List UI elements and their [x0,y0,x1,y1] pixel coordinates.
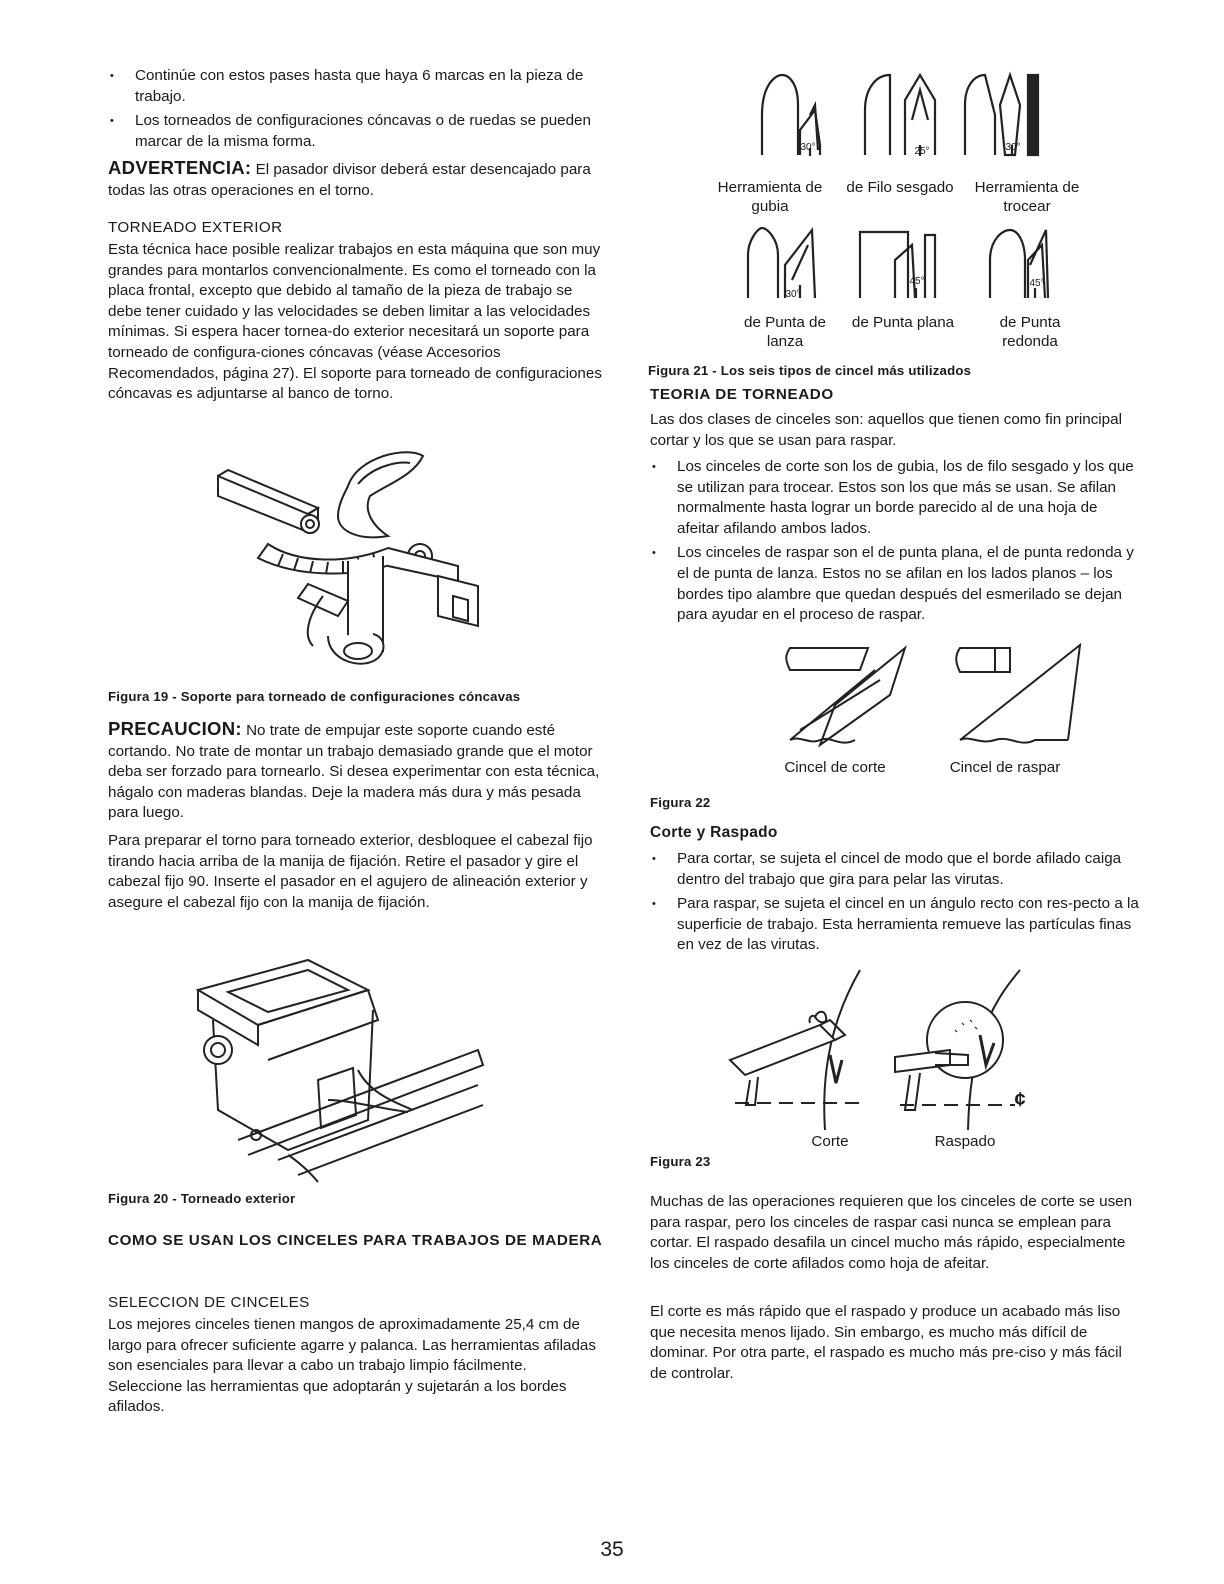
teoria-heading: TEORIA DE TORNEADO [650,386,834,403]
figure22-label-corte: Cincel de corte [784,759,886,776]
caution-label: PRECAUCION: [108,718,242,739]
warning-label: ADVERTENCIA: [108,157,252,178]
caution-text: No trate de empujar este soporte cuando esté cortando. No trate de montar un trabajo demasiado grande que el motor deba ser forzado para tornearlo. Si desea experimentar con esta técnica, hágalo con maderas blandas. Deje la madera más dura y más pesada para luego. [108,722,600,822]
torneado-exterior-text: Esta técnica hace posible realizar trabajos en esta máquina que son muy grandes para montarlos convencionalmente. Es como el torneado con la placa frontal, excepto que debido al tamaño de la pieza de trabajo se debe tener cuidado y las velocidades se deben limitar a las velocidades mínimas. Si espera hacer tornea-do exterior necesitará un soporte para torneado de configura-ciones cóncavas (véase Accesorios Recomendados, página 27). El soporte para torneado de configuraciones cóncavas es adjuntarse al banco de torno. [108,241,602,403]
angle-label: 30° [800,142,816,153]
figure19-illustration [198,436,498,678]
list-item: • Continúe con estos pases hasta que haya 6 marcas en la pieza de trabajo. [108,66,603,107]
corte-rapido-paragraph: El corte es más rápido que el raspado y produce un acabado más liso que necesita menos lijado. Sin embargo, es mucho más difícil de dominar. Por otra parte, el raspado es mucho más pre-ciso y más fácil de controlar. [650,1303,1122,1382]
cutting-action-icon [730,970,860,1130]
muchas-paragraph: Muchas de las operaciones requieren que los cinceles de corte se usen para raspar, pero los cinceles de raspar casi nunca se emplean para cortar. El raspado desafila un cincel mucho más rápido, especialmente los cinceles de corte afilados como hoja de afeitar. [650,1193,1133,1272]
warning-text: El pasador divisor deberá estar desencajado para todas las otras operaciones en el torno. [108,161,591,199]
scraping-chisel-icon [956,645,1080,743]
list-item: • Los cinceles de corte son los de gubia, los de filo sesgado y los que se utilizan para trocear. Estos son los que más se usan. Se afilan normalmente hasta lograr un borde parecido al de una hoja de afeitar afilando ambos lados. [650,457,1140,539]
figure21-illustration [650,60,1140,365]
figure23-illustration [650,965,1140,1165]
figure22-illustration [650,640,1140,780]
torneado-exterior-heading: TORNEADO EXTERIOR [108,219,283,236]
figure21-caption: Figura 21 - Los seis tipos de cincel más utilizados [648,363,972,378]
angle-label: 25° [914,146,930,157]
tool-label-gouge: Herramienta de gubia [717,179,823,215]
figure20-caption: Figura 20 - Torneado exterior [108,1191,296,1206]
list-item: • Los torneados de configuraciones cóncavas o de ruedas se pueden marcar de la misma forma. [108,111,603,152]
list-item: • Los cinceles de raspar son el de punta plana, el de punta redonda y el de punta de lanza. Estos no se afilan en los lados planos – los bordes tipo alambre que quedan después del esmerilado se dejan para ayudar en el proceso de raspar. [650,543,1140,625]
scraping-action-icon [895,970,1020,1130]
caution-paragraph [108,719,603,824]
cutting-chisel-icon [786,648,905,745]
figure23-label-corte: Corte [811,1133,849,1150]
warning-paragraph [108,158,603,201]
teoria-text: Las dos clases de cinceles son: aquellos que tienen como fin principal cortar y los que se usan para raspar. [650,411,1122,449]
intro-bullet-list [108,66,603,156]
figure23-caption: Figura 23 [650,1154,711,1169]
seleccion-text: Los mejores cinceles tienen mangos de aproximadamente 25,4 cm de largo para ofrecer suficiente agarre y palanca. Las herramientas afiladas son esenciales para llevar a cabo un trabajo limpio fácilmente. Seleccione las herramientas que adoptarán y sujetarán a los bordes afilados. [108,1316,596,1416]
tool-label-skew: de Filo sesgado [846,179,954,196]
tool-label-flat: de Punta plana [851,314,955,331]
corte-raspado-heading: Corte y Raspado [650,824,778,841]
angle-label: 30° [1005,142,1021,153]
figure19-caption: Figura 19 - Soporte para torneado de configuraciones cóncavas [108,689,521,704]
tool-label-parting: Herramienta de trocear [974,179,1080,215]
page-number: 35 [600,1538,624,1561]
angle-label: 45° [1029,278,1045,289]
list-item: • Para cortar, se sujeta el cincel de modo que el borde afilado caiga dentro del trabajo que gira para pelar las virutas. [650,849,1140,890]
centerline-symbol: ¢ [1014,1089,1026,1111]
tool-label-round: de Punta redonda [999,314,1061,350]
list-item: • Para raspar, se sujeta el cincel en un ángulo recto con res-pecto a la superficie de trabajo. Esta herramienta remueve las partículas finas en vez de las virutas. [650,894,1140,956]
figure20-illustration [178,950,498,1185]
corte-raspado-bullet-list [650,849,1140,960]
figure23-label-raspado: Raspado [934,1133,996,1150]
figure22-caption: Figura 22 [650,795,711,810]
tool-label-spear: de Punta de lanza [744,314,826,350]
prep-paragraph: Para preparar el torno para torneado exterior, desbloquee el cabezal fijo tirando hacia arriba de la manija de fijación. Retire el pasador y gire el cabezal fijo 90. Inserte el pasador en el agujero de alineación exterior y asegure el cabezal fijo con la manija de fijación. [108,832,593,911]
figure22-label-raspar: Cincel de raspar [949,759,1061,776]
section-heading: COMO SE USAN LOS CINCELES PARA TRABAJOS DE MADERA [108,1232,603,1249]
angle-label: 30° [785,289,801,300]
seleccion-heading: SELECCION DE CINCELES [108,1294,310,1311]
teoria-bullet-list [650,457,1140,630]
angle-label: 45° [909,276,925,287]
